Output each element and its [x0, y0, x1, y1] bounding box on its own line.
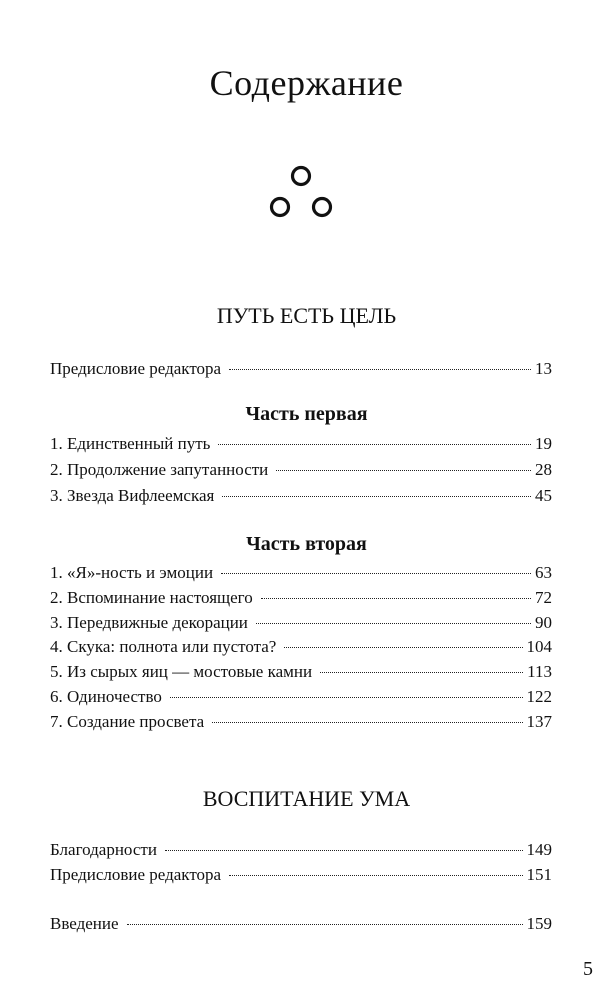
toc-entry-page: 159	[526, 914, 552, 933]
toc-entry-label: Предисловие редактора	[50, 865, 222, 884]
toc-entry[interactable]	[50, 485, 552, 507]
toc-dot-leader	[165, 850, 523, 851]
toc-dot-leader	[221, 573, 531, 574]
toc-dot-leader	[256, 623, 531, 624]
toc-entry-label: 2. Вспоминание настоящего	[50, 588, 253, 607]
toc-entry-label: 1. Единственный путь	[50, 434, 211, 453]
toc-entry-label: Предисловие редактора	[50, 359, 222, 378]
section-title: ВОСПИТАНИЕ УМА	[202, 786, 411, 811]
toc-dot-leader	[284, 647, 522, 648]
toc-entry-page: 137	[526, 712, 552, 731]
toc-entry-label: 6. Одиночество	[50, 687, 162, 706]
toc-entry[interactable]	[50, 459, 552, 481]
toc-entry[interactable]	[50, 864, 552, 886]
toc-entry-label: 1. «Я»-ность и эмоции	[50, 563, 214, 582]
toc-dot-leader	[229, 875, 522, 876]
toc-dot-leader	[222, 496, 531, 497]
toc-dot-leader	[320, 672, 523, 673]
part-title: Часть первая	[245, 403, 368, 425]
toc-entry-label: 5. Из сырых яиц — мостовые камни	[50, 662, 313, 681]
toc-entry-page: 122	[526, 687, 552, 706]
toc-dot-leader	[127, 924, 523, 925]
toc-entry[interactable]	[50, 661, 552, 683]
toc-entry[interactable]	[50, 358, 552, 380]
page-title: Содержание	[209, 63, 404, 103]
toc-entry[interactable]	[50, 913, 552, 935]
toc-entry-page: 19	[535, 434, 552, 453]
toc-entry-page: 104	[526, 637, 552, 656]
toc-dot-leader	[170, 697, 523, 698]
toc-dot-leader	[218, 444, 531, 445]
toc-dot-leader	[229, 369, 531, 370]
toc-dot-leader	[276, 470, 531, 471]
toc-entry-label: 7. Создание просвета	[50, 712, 205, 731]
toc-entry[interactable]	[50, 587, 552, 609]
toc-entry-page: 72	[535, 588, 552, 607]
page-number: 5	[583, 958, 593, 980]
toc-entry-label: 2. Продолжение запутанности	[50, 460, 269, 479]
toc-entry-page: 28	[535, 460, 552, 479]
toc-dot-leader	[212, 722, 522, 723]
toc-entry-page: 63	[535, 563, 552, 582]
toc-entry[interactable]	[50, 839, 552, 861]
toc-entry-page: 151	[526, 865, 552, 884]
section-title: ПУТЬ ЕСТЬ ЦЕЛЬ	[216, 303, 397, 328]
toc-entry[interactable]	[50, 433, 552, 455]
toc-entry[interactable]	[50, 686, 552, 708]
toc-entry[interactable]	[50, 711, 552, 733]
toc-entry-page: 13	[535, 359, 552, 378]
toc-entry-label: 4. Скука: полнота или пустота?	[50, 637, 277, 656]
toc-entry-label: Благодарности	[50, 840, 157, 859]
toc-entry[interactable]	[50, 612, 552, 634]
three-circles-ornament-icon	[268, 165, 334, 221]
toc-entry-page: 149	[526, 840, 552, 859]
toc-entry[interactable]	[50, 636, 552, 658]
toc-entry-page: 45	[535, 486, 552, 505]
toc-entry-label: Введение	[50, 914, 119, 933]
toc-entry-label: 3. Передвижные декорации	[50, 613, 248, 632]
toc-entry[interactable]	[50, 562, 552, 584]
toc-dot-leader	[261, 598, 531, 599]
toc-entry-page: 113	[527, 662, 552, 681]
toc-entry-page: 90	[535, 613, 552, 632]
toc-entry-label: 3. Звезда Вифлеемская	[50, 486, 215, 505]
part-title: Часть вторая	[246, 533, 367, 555]
